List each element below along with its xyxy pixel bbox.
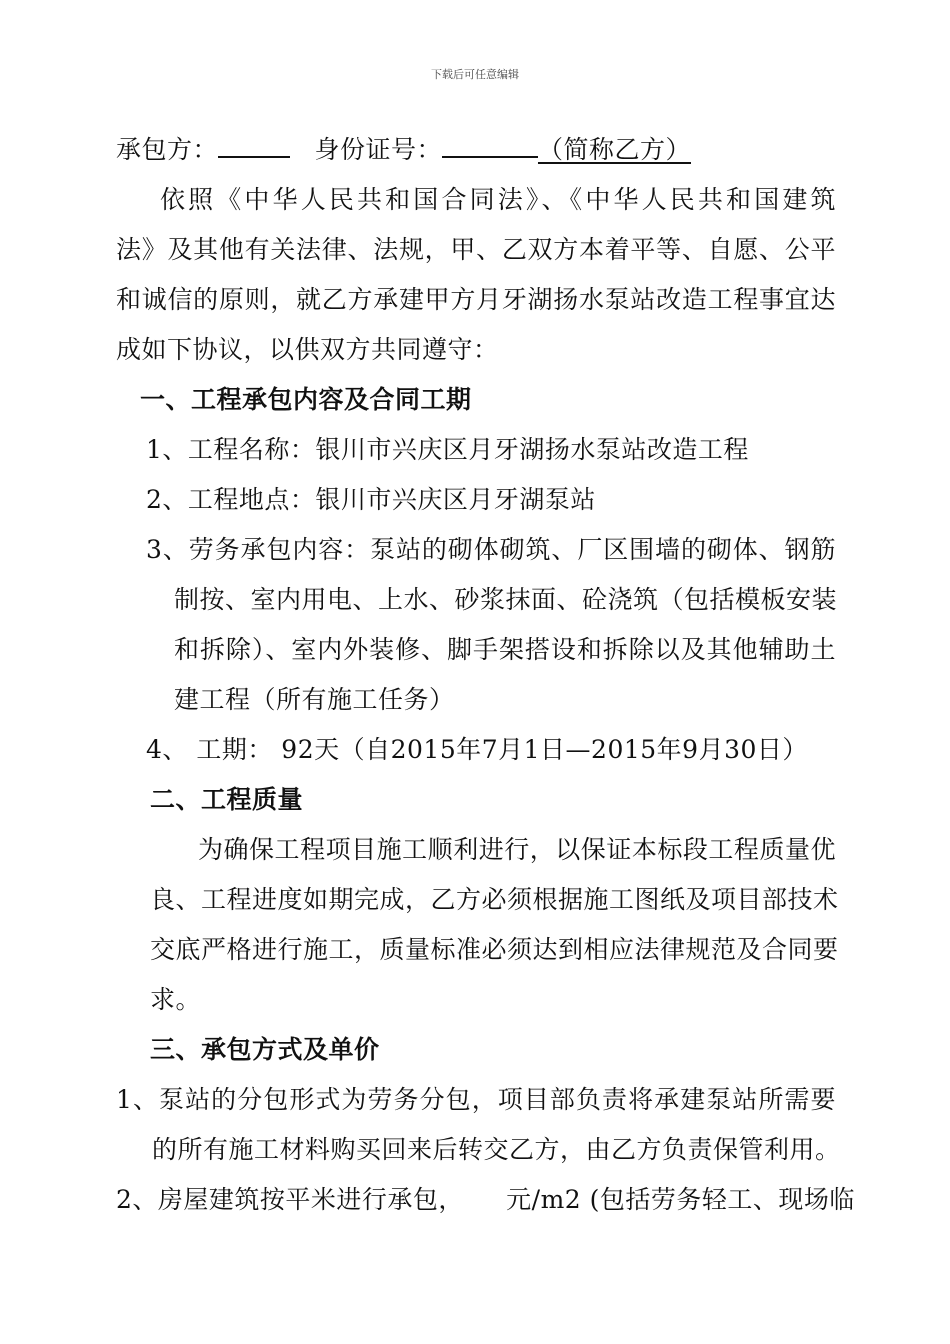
s3-item-1-line-1: 1、泵站的分包形式为劳务分包，项目部负责将承建泵站所需要 xyxy=(116,1085,836,1114)
s1-item-3-line-4: 建工程（所有施工任务） xyxy=(174,685,455,714)
s1-item-4: 4、 工期： 92天（自2015年7月1日—2015年9月30日） xyxy=(146,735,808,764)
s1-item-3-line-1: 3、劳务承包内容：泵站的砌体砌筑、厂区围墙的砌体、钢筋 xyxy=(146,535,836,564)
section-2-title: 二、工程质量 xyxy=(150,785,304,814)
s2-body-line-1: 为确保工程项目施工顺利进行，以保证本标段工程质量优 xyxy=(198,835,836,864)
s3-item-1-line-2: 的所有施工材料购买回来后转交乙方，由乙方负责保管利用。 xyxy=(152,1135,841,1164)
s1-item-1: 1、工程名称：银川市兴庆区月牙湖扬水泵站改造工程 xyxy=(146,435,749,464)
s2-body-line-3: 交底严格进行施工，质量标准必须达到相应法律规范及合同要 xyxy=(150,935,839,964)
contractor-blank xyxy=(218,134,290,158)
intro-line-3: 和诚信的原则，就乙方承建甲方月牙湖扬水泵站改造工程事宜达 xyxy=(116,285,836,314)
s1-item-2: 2、工程地点：银川市兴庆区月牙湖泵站 xyxy=(146,485,596,514)
intro-line-2: 法》及其他有关法律、法规，甲、乙双方本着平等、自愿、公平 xyxy=(116,235,836,264)
section-1-title: 一、工程承包内容及合同工期 xyxy=(140,385,472,414)
s1-item-3-line-2: 制按、室内用电、上水、砂浆抹面、砼浇筑（包括模板安装 xyxy=(174,585,838,614)
s3-item-2: 2、房屋建筑按平米进行承包， 元/m2 (包括劳务轻工、现场临 xyxy=(116,1185,855,1214)
section-3-title: 三、承包方式及单价 xyxy=(150,1035,380,1064)
s1-item-3-line-3: 和拆除）、室内外装修、脚手架搭设和拆除以及其他辅助土 xyxy=(174,635,836,664)
id-blank xyxy=(442,134,538,158)
contractor-label: 承包方： xyxy=(116,135,219,164)
alias-text: （简称乙方） xyxy=(537,135,691,164)
intro-line-4: 成如下协议，以供双方共同遵守： xyxy=(116,335,499,364)
party-line xyxy=(116,133,691,167)
header-note: 下载后可任意编辑 xyxy=(431,68,519,81)
id-label: 身份证号： xyxy=(314,135,442,164)
s2-body-line-4: 求。 xyxy=(150,985,202,1014)
intro-line-1: 依照《中华人民共和国合同法》、《中华人民共和国建筑 xyxy=(160,185,836,214)
s2-body-line-2: 良、工程进度如期完成，乙方必须根据施工图纸及项目部技术 xyxy=(150,885,839,914)
